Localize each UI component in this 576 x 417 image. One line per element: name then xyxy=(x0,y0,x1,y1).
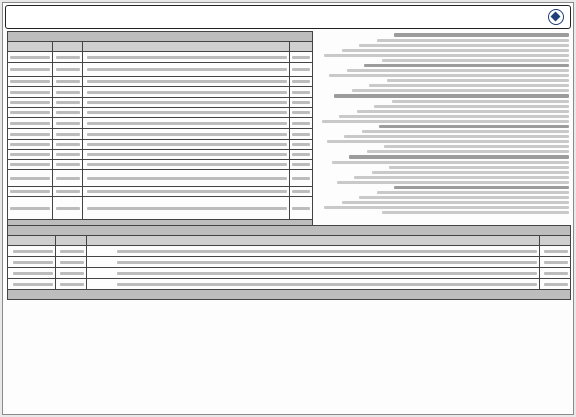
table-cell xyxy=(289,150,312,160)
column-header xyxy=(8,236,56,246)
group-1-label xyxy=(8,226,571,236)
notes-text-line xyxy=(322,120,570,123)
notes-text-line xyxy=(374,105,569,108)
table-cell xyxy=(289,187,312,197)
notes-text-line xyxy=(349,155,569,159)
table-cell xyxy=(82,160,289,170)
table-cell xyxy=(86,268,539,279)
table-cell xyxy=(82,108,289,118)
tender-page xyxy=(2,2,574,415)
notes-text-line xyxy=(362,130,570,133)
table-cell xyxy=(53,129,82,140)
notes-text-line xyxy=(389,166,569,169)
notes-text-line xyxy=(334,94,569,98)
table-cell xyxy=(82,118,289,129)
table-cell xyxy=(8,108,53,118)
notes-text-line xyxy=(382,59,570,62)
notes-text-line xyxy=(369,84,569,87)
table-cell xyxy=(82,140,289,150)
table-row xyxy=(8,63,313,77)
table-cell xyxy=(8,187,53,197)
table-row xyxy=(8,150,313,160)
table-cell xyxy=(53,77,82,87)
notes-text-line xyxy=(392,100,570,103)
table-cell xyxy=(55,279,86,290)
table-cell xyxy=(540,257,571,268)
notes-text-line xyxy=(342,201,570,204)
column-header xyxy=(540,236,571,246)
table-row xyxy=(8,257,571,268)
column-header xyxy=(289,42,312,52)
table-cell xyxy=(8,268,56,279)
table-cell xyxy=(8,118,53,129)
table-cell xyxy=(8,257,56,268)
table-cell xyxy=(82,187,289,197)
group-2-label xyxy=(8,32,313,42)
notes-text-line xyxy=(384,145,569,148)
group-1-total xyxy=(8,290,571,300)
notes-text-line xyxy=(332,161,570,164)
table-cell xyxy=(289,63,312,77)
table-cell xyxy=(289,52,312,63)
notes-text-line xyxy=(344,135,569,138)
table-cell xyxy=(53,108,82,118)
table-row xyxy=(8,108,313,118)
table-cell xyxy=(82,170,289,187)
column-header xyxy=(55,236,86,246)
table-cell xyxy=(8,87,53,98)
column-header xyxy=(8,42,53,52)
table-row xyxy=(8,268,571,279)
table-cell xyxy=(289,98,312,108)
table-cell xyxy=(82,197,289,220)
notes-text-line xyxy=(364,64,569,68)
notes-text-line xyxy=(357,110,570,113)
notes-text-line xyxy=(352,89,570,92)
table-row xyxy=(8,246,571,257)
column-header xyxy=(86,236,539,246)
table-cell xyxy=(55,246,86,257)
table-cell xyxy=(82,87,289,98)
table-cell xyxy=(540,279,571,290)
table-cell xyxy=(53,150,82,160)
group-1-table xyxy=(7,225,571,300)
bank-logo xyxy=(548,9,564,25)
notes-text-line xyxy=(367,150,570,153)
table-cell xyxy=(82,63,289,77)
group-2-table xyxy=(7,31,313,230)
table-cell xyxy=(289,118,312,129)
notes-text-line xyxy=(394,186,569,190)
table-cell xyxy=(8,63,53,77)
table-cell xyxy=(289,129,312,140)
table-row xyxy=(8,98,313,108)
table-cell xyxy=(53,170,82,187)
table-cell xyxy=(82,52,289,63)
table-row xyxy=(8,118,313,129)
notes-text-line xyxy=(337,181,570,184)
table-cell xyxy=(289,140,312,150)
column-header xyxy=(82,42,289,52)
table-cell xyxy=(289,108,312,118)
table-row xyxy=(8,187,313,197)
table-row xyxy=(8,129,313,140)
table-cell xyxy=(8,140,53,150)
table-cell xyxy=(82,150,289,160)
table-row xyxy=(8,52,313,63)
table-row xyxy=(8,77,313,87)
table-cell xyxy=(8,170,53,187)
table-cell xyxy=(55,268,86,279)
notes-text-line xyxy=(377,191,570,194)
tender-header xyxy=(5,5,571,29)
table-cell xyxy=(82,129,289,140)
table-cell xyxy=(53,87,82,98)
table-cell xyxy=(53,98,82,108)
notes-text-line xyxy=(359,196,569,199)
table-cell xyxy=(289,160,312,170)
table-cell xyxy=(53,63,82,77)
table-cell xyxy=(82,98,289,108)
table-cell xyxy=(53,197,82,220)
column-header xyxy=(53,42,82,52)
notes-text-line xyxy=(339,115,569,118)
table-cell xyxy=(53,52,82,63)
notes-text-line xyxy=(342,49,570,52)
table-cell xyxy=(8,77,53,87)
notes-text-line xyxy=(394,33,569,37)
table-row xyxy=(8,279,571,290)
notes-text-line xyxy=(324,206,569,209)
table-cell xyxy=(8,279,56,290)
notes-text-line xyxy=(379,125,569,129)
table-cell xyxy=(289,87,312,98)
table-row xyxy=(8,87,313,98)
table-cell xyxy=(86,246,539,257)
table-cell xyxy=(8,160,53,170)
table-row xyxy=(8,197,313,220)
table-cell xyxy=(289,170,312,187)
table-cell xyxy=(8,246,56,257)
table-cell xyxy=(82,77,289,87)
notes-text-line xyxy=(329,74,569,77)
table-cell xyxy=(86,279,539,290)
table-cell xyxy=(53,118,82,129)
tender-notes xyxy=(319,31,569,221)
notes-text-line xyxy=(359,44,569,47)
table-row xyxy=(8,160,313,170)
table-cell xyxy=(8,197,53,220)
table-cell xyxy=(8,98,53,108)
notes-text-line xyxy=(324,54,569,57)
notes-text-line xyxy=(387,79,570,82)
notes-text-line xyxy=(354,176,569,179)
notes-text-line xyxy=(327,140,570,143)
table-cell xyxy=(289,197,312,220)
table-cell xyxy=(53,160,82,170)
table-cell xyxy=(540,268,571,279)
notes-text-line xyxy=(372,171,570,174)
table-cell xyxy=(86,257,539,268)
table-cell xyxy=(55,257,86,268)
table-row xyxy=(8,140,313,150)
table-cell xyxy=(8,129,53,140)
table-cell xyxy=(53,187,82,197)
notes-text-line xyxy=(377,39,570,42)
table-cell xyxy=(53,140,82,150)
table-cell xyxy=(289,77,312,87)
notes-text-line xyxy=(382,211,570,214)
notes-text-line xyxy=(347,69,570,72)
table-cell xyxy=(8,150,53,160)
table-cell xyxy=(540,246,571,257)
table-cell xyxy=(8,52,53,63)
table-row xyxy=(8,170,313,187)
